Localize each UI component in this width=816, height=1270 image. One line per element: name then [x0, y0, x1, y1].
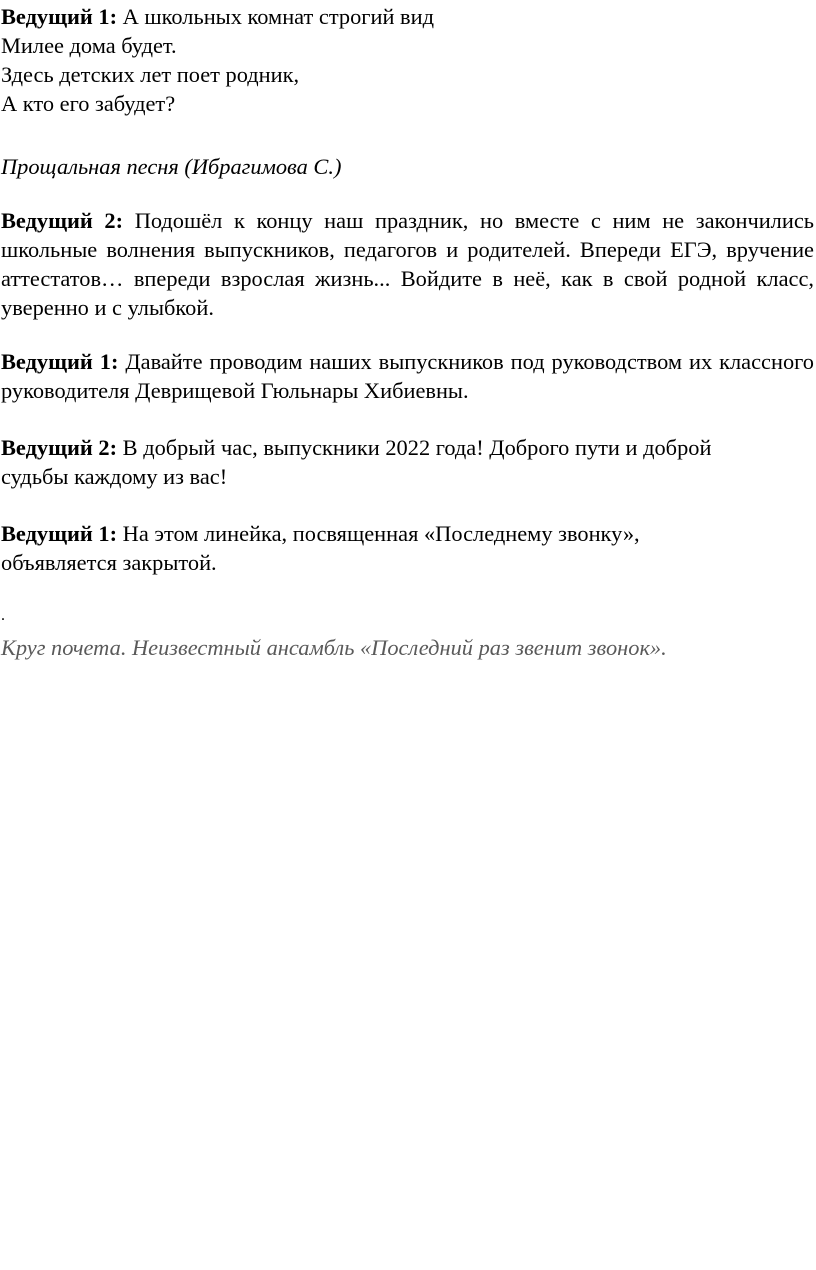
paragraph-text: Давайте проводим наших выпускников под руководством их классного руководителя Деврищевой Гюльнары Хибиевны. [1, 349, 814, 403]
paragraph-line [1, 433, 814, 462]
poem-block [1, 0, 814, 118]
speaker-label: Ведущий 2: [1, 208, 124, 233]
song-title: Прощальная песня (Ибрагимова С.) [1, 154, 342, 179]
paragraph-text: Подошёл к концу наш праздник, но вместе с ним не закончились школьные волнения выпускников, педагогов и родителей. Впереди ЕГЭ, вручение аттестатов… впереди взрослая жизнь... Войдите в неё, как в свой родной класс, уверенно и с улыбкой. [1, 208, 814, 320]
speaker-label: Ведущий 2: [1, 435, 118, 460]
paragraph-line: судьбы каждому из вас! [1, 464, 228, 489]
speaker-label: Ведущий 1: [1, 4, 118, 29]
poem-text: А школьных комнат строгий вид [117, 4, 434, 29]
poem-line: А кто его забудет? [1, 91, 176, 116]
poem-line: Здесь детских лет поет родник, [1, 62, 300, 87]
paragraph-line [1, 519, 814, 548]
stray-dot: . [1, 607, 5, 624]
host-paragraph [1, 206, 814, 322]
host-paragraph [1, 433, 814, 491]
poem-line [1, 2, 814, 31]
speaker-label: Ведущий 1: [1, 521, 118, 546]
speaker-label: Ведущий 1: [1, 349, 119, 374]
host-paragraph [1, 519, 814, 577]
paragraph-text: На этом линейка, посвященная «Последнему звонку», [117, 521, 640, 546]
host-paragraph [1, 347, 814, 405]
closing-note: Круг почета. Неизвестный ансамбль «Последний раз звенит звонок». [1, 635, 667, 660]
paragraph-text: В добрый час, выпускники 2022 года! Доброго пути и доброй [117, 435, 712, 460]
paragraph-line: объявляется закрытой. [1, 550, 217, 575]
poem-line: Милее дома будет. [1, 33, 177, 58]
